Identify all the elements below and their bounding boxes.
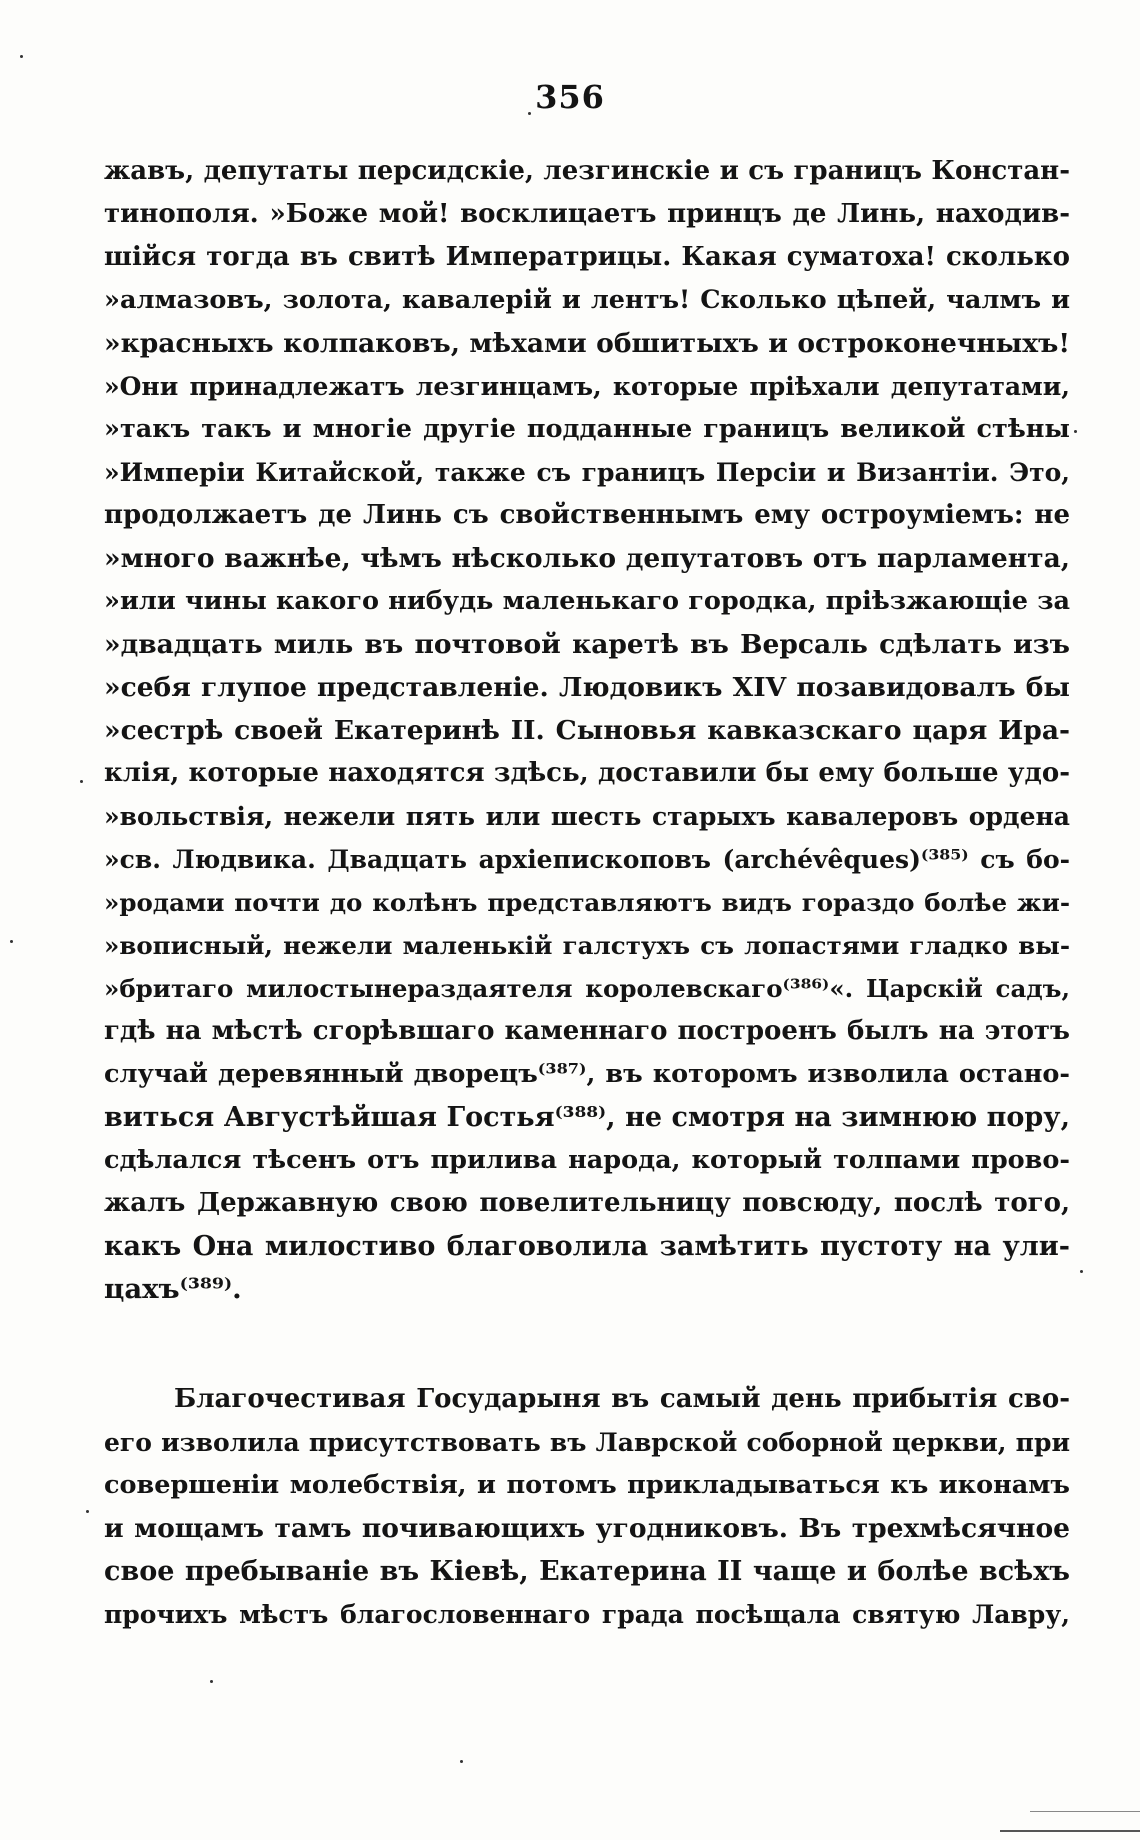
text-line: »бритаго милостынераздаятеля королевскаго⁽³⁸⁶⁾«. Царскій садъ, xyxy=(104,974,1070,1003)
scan-speck xyxy=(528,112,531,115)
text-line: прочихъ мѣстъ благословеннаго града посѣщала святую Лавру, xyxy=(104,1600,1070,1629)
text-line: »вольствія, нежели пять или шесть старыхъ кавалеровъ ордена xyxy=(104,802,1070,831)
text-line: »красныхъ колпаковъ, мѣхами обшитыхъ и остроконечныхъ! xyxy=(104,328,1070,359)
text-line: Благочестивая Государыня въ самый день прибытія сво- xyxy=(174,1384,1070,1414)
text-line: какъ Она милостиво благоволила замѣтить пустоту на ули- xyxy=(104,1231,1070,1262)
scan-edge-line xyxy=(1030,1811,1140,1812)
scan-speck xyxy=(86,1510,89,1513)
text-line: сдѣлался тѣсенъ отъ прилива народа, который толпами прово- xyxy=(104,1145,1070,1175)
text-line: »Они принадлежатъ лезгинцамъ, которые пріѣхали депутатами, xyxy=(104,372,1070,401)
text-line: цахъ⁽³⁸⁹⁾. xyxy=(104,1273,242,1305)
text-line: продолжаетъ де Линь съ свойственнымъ ему остроуміемъ: не xyxy=(104,500,1070,530)
text-line: »много важнѣе, чѣмъ нѣсколько депутатовъ отъ парламента, xyxy=(104,543,1070,574)
text-line: жалъ Державную свою повелительницу повсюду, послѣ того, xyxy=(104,1188,1070,1218)
scan-speck xyxy=(80,780,83,783)
scan-speck xyxy=(460,1760,463,1763)
text-line: и мощамъ тамъ почивающихъ угодниковъ. Въ трехмѣсячное xyxy=(104,1513,1070,1544)
scan-speck xyxy=(1080,1270,1083,1273)
text-line: »такъ такъ и многіе другіе подданные границъ великой стѣны xyxy=(104,414,1070,444)
page-number: 356 xyxy=(535,78,605,116)
text-line: »себя глупое представленіе. Людовикъ XIV позавидовалъ бы xyxy=(104,672,1070,703)
text-line: »или чины какого нибудь маленькаго городка, пріѣзжающіе за xyxy=(104,586,1070,616)
scan-edge-line xyxy=(1000,1830,1140,1832)
text-line: совершеніи молебствія, и потомъ прикладываться къ иконамъ xyxy=(104,1470,1070,1500)
text-line: виться Августѣйшая Гостья⁽³⁸⁸⁾, не смотря на зимнюю пору, xyxy=(104,1102,1070,1133)
text-line: шійся тогда въ свитѣ Императрицы. Какая суматоха! сколько xyxy=(104,242,1070,272)
paragraph-1 xyxy=(104,150,1070,1311)
scan-speck xyxy=(20,55,23,58)
text-line: клія, которые находятся здѣсь, доставили бы ему больше удо- xyxy=(104,758,1070,788)
text-line: »вописный, нежели маленькій галстухъ съ лопастями гладко вы- xyxy=(104,931,1070,960)
paragraph-2 xyxy=(104,1378,1070,1636)
scan-speck xyxy=(1074,430,1077,433)
text-line: случай деревянный дворецъ⁽³⁸⁷⁾, въ которомъ изволила остано- xyxy=(104,1059,1070,1089)
text-line: »сестрѣ своей Екатеринѣ II. Сыновья кавказскаго царя Ира- xyxy=(104,715,1070,746)
scan-speck xyxy=(210,1680,213,1683)
text-line: »Имперіи Китайской, также съ границъ Персіи и Византіи. Это, xyxy=(104,458,1070,487)
text-line: свое пребываніе въ Кіевѣ, Екатерина II чаще и болѣе всѣхъ xyxy=(104,1556,1070,1587)
text-line: гдѣ на мѣстѣ сгорѣвшаго каменнаго построенъ былъ на этотъ xyxy=(104,1016,1070,1046)
text-line: »св. Людвика. Двадцать архіепископовъ (archévêques)⁽³⁸⁵⁾ съ бо- xyxy=(104,845,1070,874)
text-line: »алмазовъ, золота, кавалерій и лентъ! Сколько цѣпей, чалмъ и xyxy=(104,285,1070,315)
scan-speck xyxy=(10,940,13,943)
text-line: его изволила присутствовать въ Лаврской соборной церкви, при xyxy=(104,1428,1070,1457)
text-line: жавъ, депутаты персидскіе, лезгинскіе и съ границъ Констан- xyxy=(104,156,1070,186)
text-line: тинополя. »Боже мой! восклицаетъ принцъ де Линь, находив- xyxy=(104,199,1070,229)
text-line: »двадцать миль въ почтовой каретѣ въ Версаль сдѣлать изъ xyxy=(104,629,1070,660)
text-line: »родами почти до колѣнъ представляютъ видъ гораздо болѣе жи- xyxy=(104,888,1070,917)
